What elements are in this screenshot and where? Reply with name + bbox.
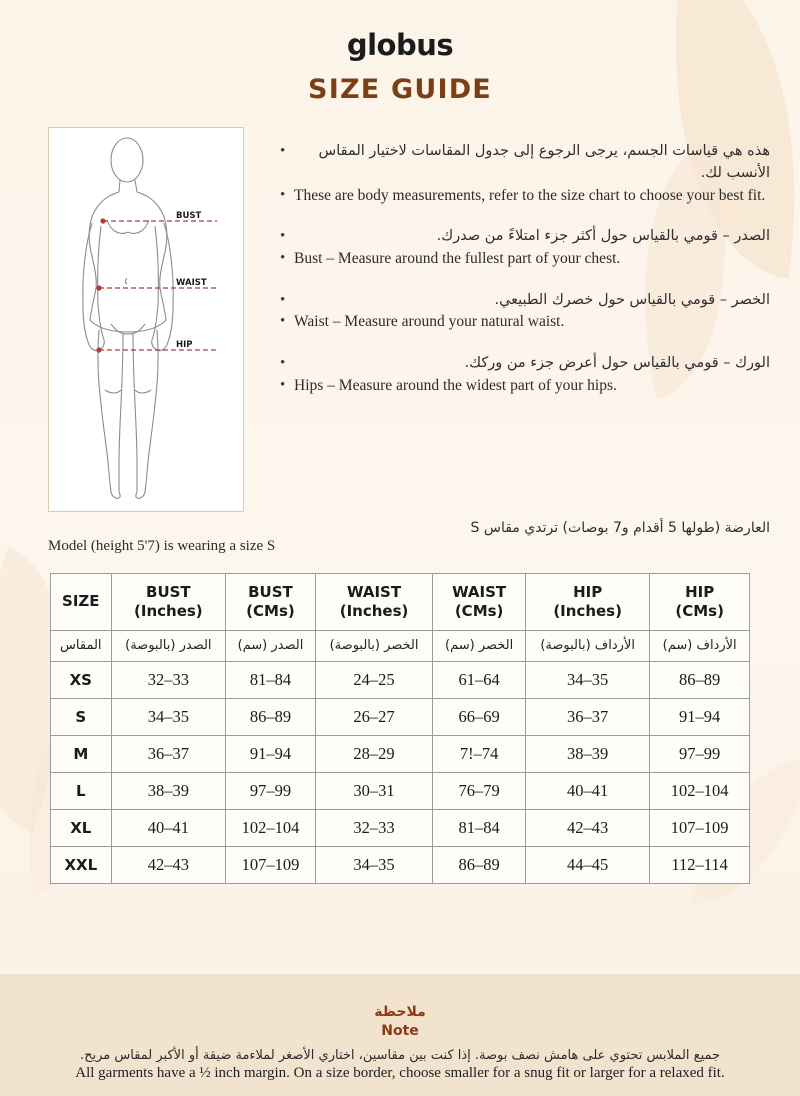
col-header-waist-inches: WAIST (Inches) — [315, 574, 432, 631]
cell-waist-inches: 28–29 — [315, 736, 432, 773]
table-row — [51, 847, 750, 884]
cell-waist-inches: 26–27 — [315, 699, 432, 736]
cell-size: M — [51, 736, 112, 773]
note-text-en: All garments have a ½ inch margin. On a size border, choose smaller for a snug fit or larger for a relaxed fit. — [75, 1065, 725, 1081]
cell-waist-cms: 61–64 — [433, 662, 526, 699]
table-row — [51, 736, 750, 773]
cell-bust-inches: 42–43 — [111, 847, 226, 884]
cell-hip-inches: 34–35 — [525, 662, 649, 699]
figure-label-hip: HIP — [176, 340, 193, 350]
instruction-general-en: These are body measurements, refer to the size chart to choose your best fit. — [294, 186, 766, 204]
instruction-group-bust — [280, 226, 770, 269]
cell-bust-cms: 102–104 — [226, 810, 316, 847]
col-header-bust-cms: BUST (CMs) — [226, 574, 316, 631]
col-header-hip-cms: HIP (CMs) — [650, 574, 750, 631]
bullet-icon: • — [280, 186, 286, 203]
cell-waist-cms: 86–89 — [433, 847, 526, 884]
col-header-hip-inches: HIP (Inches) — [525, 574, 649, 631]
model-note-ar: العارضة (طولها 5 أقدام و7 بوصات) ترتدي مقاس S — [470, 520, 770, 536]
table-row — [51, 662, 750, 699]
female-body-diagram-icon — [49, 128, 243, 511]
bullet-icon: • — [280, 313, 286, 330]
upper-section — [0, 105, 800, 512]
cell-hip-inches: 36–37 — [525, 699, 649, 736]
bullet-icon: • — [280, 143, 286, 159]
cell-waist-inches: 30–31 — [315, 773, 432, 810]
cell-bust-inches: 36–37 — [111, 736, 226, 773]
instruction-hips-ar: الورك – قومي بالقياس حول أعرض جزء من وركك. — [464, 355, 770, 372]
measurement-instructions — [244, 127, 770, 512]
cell-hip-inches: 42–43 — [525, 810, 649, 847]
cell-size: S — [51, 699, 112, 736]
cell-waist-inches: 24–25 — [315, 662, 432, 699]
col-header-waist-inches-ar: الخصر (بالبوصة) — [315, 630, 432, 662]
cell-bust-cms: 91–94 — [226, 736, 316, 773]
cell-bust-cms: 86–89 — [226, 699, 316, 736]
bullet-icon: • — [280, 355, 286, 372]
col-header-hip-inches-ar: الأرداف (بالبوصة) — [525, 630, 649, 662]
footer-note — [0, 1004, 800, 1082]
table-header-row-en — [51, 574, 750, 631]
cell-hip-cms: 102–104 — [650, 773, 750, 810]
instruction-bust-en: Bust – Measure around the fullest part of your chest. — [294, 249, 621, 267]
cell-size: XXL — [51, 847, 112, 884]
table-header-row-ar — [51, 630, 750, 662]
cell-bust-inches: 40–41 — [111, 810, 226, 847]
size-chart-table — [50, 573, 750, 884]
instruction-bust-ar: الصدر – قومي بالقياس حول أكثر جزء امتلاءً من صدرك. — [436, 228, 770, 245]
col-header-waist-cms: WAIST (CMs) — [433, 574, 526, 631]
bullet-icon: • — [280, 291, 286, 308]
size-chart-wrapper — [0, 555, 800, 884]
cell-hip-cms: 91–94 — [650, 699, 750, 736]
instruction-hips-en: Hips – Measure around the widest part of your hips. — [294, 376, 617, 394]
note-title-ar: ملاحظة — [374, 1004, 426, 1020]
cell-hip-cms: 107–109 — [650, 810, 750, 847]
col-header-bust-inches: BUST (Inches) — [111, 574, 226, 631]
cell-waist-inches: 34–35 — [315, 847, 432, 884]
model-note-en: Model (height 5'7) is wearing a size S — [48, 538, 276, 554]
bullet-icon: • — [280, 228, 286, 245]
instruction-waist-en: Waist – Measure around your natural waist. — [294, 313, 565, 331]
instruction-group-general — [280, 141, 770, 206]
cell-hip-inches: 40–41 — [525, 773, 649, 810]
bullet-icon: • — [280, 249, 286, 266]
instruction-group-hips — [280, 353, 770, 396]
col-header-bust-cms-ar: الصدر (سم) — [226, 630, 316, 662]
col-header-size: SIZE — [51, 574, 112, 631]
instruction-group-waist — [280, 290, 770, 333]
table-row — [51, 810, 750, 847]
cell-waist-inches: 32–33 — [315, 810, 432, 847]
cell-hip-cms: 97–99 — [650, 736, 750, 773]
cell-bust-inches: 32–33 — [111, 662, 226, 699]
cell-hip-cms: 86–89 — [650, 662, 750, 699]
table-row — [51, 773, 750, 810]
model-note — [0, 514, 800, 555]
cell-bust-inches: 34–35 — [111, 699, 226, 736]
cell-bust-inches: 38–39 — [111, 773, 226, 810]
figure-label-bust: BUST — [176, 211, 202, 221]
col-header-hip-cms-ar: الأرداف (سم) — [650, 630, 750, 662]
cell-bust-cms: 81–84 — [226, 662, 316, 699]
cell-bust-cms: 97–99 — [226, 773, 316, 810]
page-title: SIZE GUIDE — [308, 74, 492, 105]
instruction-waist-ar: الخصر – قومي بالقياس حول خصرك الطبيعي. — [494, 291, 770, 308]
cell-hip-inches: 44–45 — [525, 847, 649, 884]
cell-bust-cms: 107–109 — [226, 847, 316, 884]
col-header-bust-inches-ar: الصدر (بالبوصة) — [111, 630, 226, 662]
model-figure — [48, 127, 244, 512]
note-title-en: Note — [381, 1023, 419, 1039]
cell-waist-cms: 66–69 — [433, 699, 526, 736]
cell-hip-cms: 112–114 — [650, 847, 750, 884]
brand-logo: globus — [346, 28, 454, 62]
cell-waist-cms: 81–84 — [433, 810, 526, 847]
cell-hip-inches: 38–39 — [525, 736, 649, 773]
cell-size: L — [51, 773, 112, 810]
cell-waist-cms: 76–79 — [433, 773, 526, 810]
col-header-size-ar: المقاس — [51, 630, 112, 662]
table-row — [51, 699, 750, 736]
cell-size: XL — [51, 810, 112, 847]
col-header-waist-cms-ar: الخصر (سم) — [433, 630, 526, 662]
figure-label-waist: WAIST — [176, 278, 207, 288]
instruction-general-ar: هذه هي قياسات الجسم، يرجى الرجوع إلى جدول المقاسات لاختيار المقاس الأنسب لك. — [318, 143, 770, 181]
bullet-icon: • — [280, 376, 286, 393]
cell-size: XS — [51, 662, 112, 699]
cell-waist-cms: 7!–74 — [433, 736, 526, 773]
note-text-ar: جميع الملابس تحتوي على هامش نصف بوصة. إذا كنت بين مقاسين، اختاري الأصغر لملاءمة ضيقة أو الأكبر لمقاس مريح. — [79, 1048, 721, 1063]
